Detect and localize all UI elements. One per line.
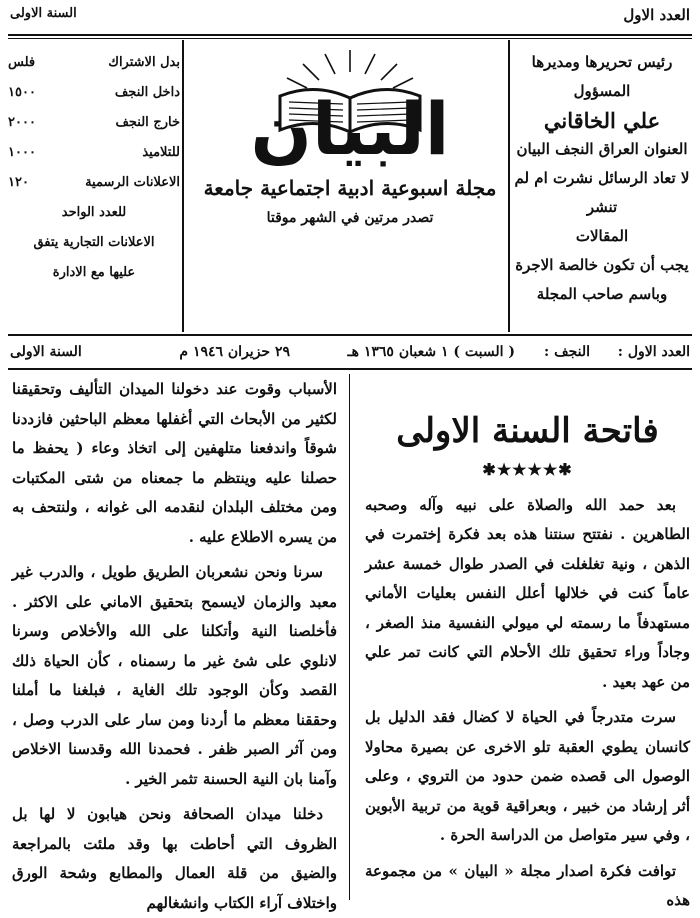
row-price: ١٠٠٠: [8, 145, 36, 160]
article-paragraph: الأسباب وقوت عند دخولنا الميدان التأليف وتحقيقنا لكثير من الأبحاث التي أغفلها معظم الباحثين فازددنا شوقاً واندفعنا متلهفين إلى اتخاذ وعاء ( يحفظ ما حصلنا عليه وينتظم ما جمعناه من شتى المكتبات ومن مختلف البلدان لنقدمه الى غوانه ، ولنتحف به من يسره الاطلاع عليه .: [12, 380, 337, 546]
dateline-issue: العدد الاول :: [617, 344, 690, 360]
top-rule: [8, 34, 692, 36]
row-label: للتلاميذ: [142, 145, 180, 160]
divider-left: [182, 40, 184, 332]
header-bottom-rule: [8, 334, 692, 336]
row-price: ١٢٠: [8, 175, 29, 190]
magazine-title: البيان: [250, 87, 450, 171]
merchant-note-1: الاعلانات التجارية يتفق: [33, 235, 155, 250]
dateline-place: النجف :: [544, 344, 590, 360]
return-notice: لا تعاد الرسائل نشرت ام لم تنشر: [514, 169, 690, 216]
subscription-label: بدل الاشتراك: [108, 55, 180, 70]
articles-label: المقالات: [575, 227, 629, 245]
currency-label: فلس: [8, 55, 36, 70]
article-paragraph: توافت فكرة اصدار مجلة « البيان » من مجموعة هذه: [365, 861, 690, 909]
year-top: السنة الاولى: [10, 6, 77, 21]
editor-name: علي الخاقاني: [543, 108, 661, 133]
dateline-gregorian: ٢٩ حزيران ١٩٤٦ م: [179, 344, 290, 360]
subscription-header: [8, 48, 180, 78]
row-label: الاعلانات الرسمية: [85, 175, 180, 190]
row-label: خارج النجف: [115, 115, 180, 130]
subscription-row: [8, 138, 180, 168]
publication-frequency: تصدر مرتين في الشهر موقتا: [266, 210, 434, 226]
magazine-subtitle: مجلة اسبوعية ادبية اجتماعية جامعة: [203, 176, 497, 200]
condition-2: وباسم صاحب المجلة: [536, 285, 668, 303]
subscription-box: [8, 48, 180, 288]
issue-number-top: العدد الاول: [623, 6, 690, 24]
per-issue: للعدد الواحد: [61, 205, 127, 220]
masthead: [190, 40, 510, 330]
row-price: ١٥٠٠: [8, 85, 36, 100]
article-column-left: [12, 375, 337, 918]
article-paragraph: بعد حمد الله والصلاة على نبيه وآله وصحبه الطاهرين . نفتتح سنتنا هذه بعد فكرة إختمرت في الذهن ، ونية تغلغلت في الصدر طوال خمسة عشر عاماً كنت في خلالها أعلل النفس بعليات الأماني مستهدفاً ما رسمته لي ميولي النفسية منذ الصغر ، وجاداً وراء تحقيق تلك الأحلام التي كانت تمر علي من عهد بعيد .: [365, 495, 690, 691]
dateline: [10, 340, 690, 366]
row-label: داخل النجف: [114, 85, 180, 100]
editor-info: [512, 48, 692, 309]
merchant-note-2: عليها مع الادارة: [52, 265, 136, 280]
row-price: ٢٠٠٠: [8, 115, 36, 130]
dateline-year: السنة الاولى: [10, 344, 82, 360]
subscription-row: [8, 78, 180, 108]
article-paragraph: دخلنا ميدان الصحافة ونحن هيابون لا لها بل الظروف التي أحاطت بها وقد ملئت بالمراجعة والضيق من قلة العمال والمطابع وشحة الورق واختلاف آراء الكتاب وانشغالهم: [12, 805, 337, 912]
address: العنوان العراق النجف البيان: [516, 140, 688, 158]
article-column-right: [365, 375, 690, 916]
editor-role: رئيس تحريرها ومديرها المسؤول: [531, 53, 673, 100]
condition-1: يجب أن تكون خالصة الاجرة: [515, 256, 689, 274]
subscription-row: [8, 108, 180, 138]
dateline-rule: [8, 368, 692, 370]
column-divider: [349, 374, 350, 900]
article-title: فاتحة السنة الاولى: [396, 411, 659, 451]
subscription-row: [8, 168, 180, 198]
article-paragraph: سرت متدرجاً في الحياة لا كضال فقد الدليل بل كانسان يطوي العقبة تلو الاخرى عن بصيرة محاولا الوصول الى قصده ضمن حدود من التروي ، وعلى أثر إرشاد من خبير ، وبعراقية قوية من تربية الأبوين ، وفي سير متواصل من الدراسة الحرة .: [365, 708, 690, 844]
ornament-divider: ✱★★★★✱: [482, 460, 573, 479]
top-rule-thin: [8, 38, 692, 39]
dateline-hijri: ( السبت ) ١ شعبان ١٣٦٥ هـ: [347, 344, 515, 360]
article-paragraph: سرنا ونحن نشعربان الطريق طويل ، والدرب غير معبد والزمان لايسمح بتحقيق الاماني على الاكثر . فأخلصنا النية وأتكلنا على الله والأخلاص وسرنا لانلوي على شئ غير ما رسمناه ، كأن الحياة ذلك القصد وكأن الوجود تلك الغاية ، فبلغنا ما أملنا وحققنا معظم ما أردنا ومن سار على الدرب وصل ، ومن آثر الصبر ظفر . فحمدنا الله وقدسنا الاخلاص وآمنا بان النية الحسنة تثمر الخير .: [12, 563, 337, 788]
